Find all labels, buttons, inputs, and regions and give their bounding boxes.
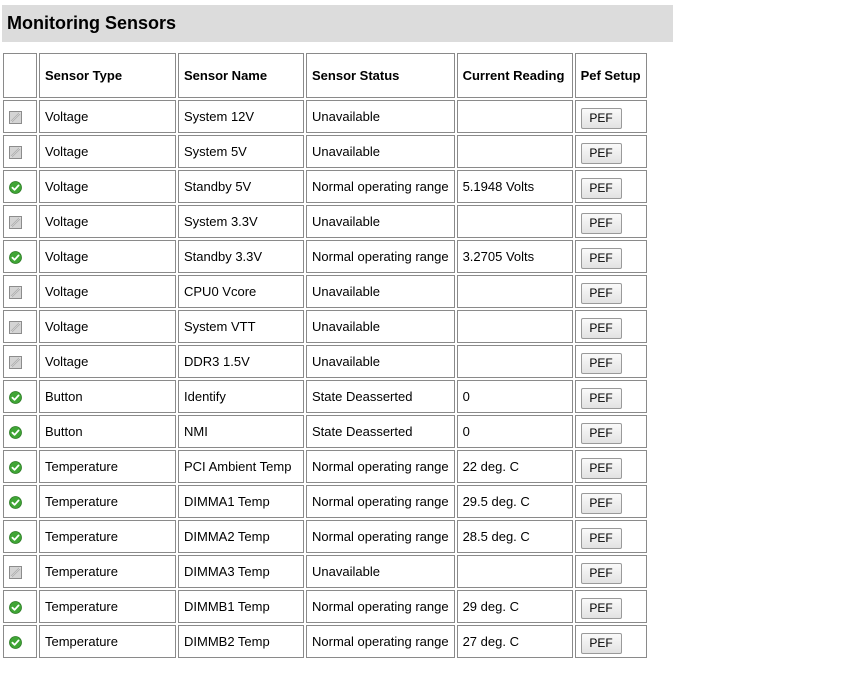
cell-current-reading: 3.2705 Volts (457, 240, 573, 273)
cell-pef-setup (575, 240, 647, 273)
table-row (3, 205, 647, 238)
cell-sensor-type: Voltage (39, 240, 176, 273)
cell-sensor-status: Normal operating range (306, 450, 455, 483)
status-icon-cell (3, 240, 37, 273)
status-icon-cell (3, 100, 37, 133)
cell-sensor-status: Unavailable (306, 100, 455, 133)
cell-sensor-type: Voltage (39, 345, 176, 378)
cell-sensor-status: Unavailable (306, 345, 455, 378)
cell-sensor-name: DIMMA3 Temp (178, 555, 304, 588)
cell-pef-setup (575, 205, 647, 238)
cell-sensor-status: State Deasserted (306, 380, 455, 413)
cell-sensor-type: Voltage (39, 170, 176, 203)
header-sensor-type: Sensor Type (39, 53, 176, 98)
cell-sensor-name: NMI (178, 415, 304, 448)
cell-sensor-name: DIMMA1 Temp (178, 485, 304, 518)
cell-sensor-type: Temperature (39, 555, 176, 588)
green-check-icon (9, 636, 22, 649)
table-header-row (3, 53, 647, 98)
cell-pef-setup (575, 520, 647, 553)
gray-square-icon (9, 216, 22, 229)
status-icon-cell (3, 275, 37, 308)
cell-pef-setup (575, 415, 647, 448)
cell-sensor-status: Normal operating range (306, 170, 455, 203)
cell-pef-setup (575, 590, 647, 623)
cell-pef-setup (575, 485, 647, 518)
cell-sensor-status: Unavailable (306, 275, 455, 308)
status-icon-cell (3, 310, 37, 343)
cell-sensor-name: System 3.3V (178, 205, 304, 238)
cell-sensor-status: Unavailable (306, 310, 455, 343)
status-icon-cell (3, 415, 37, 448)
status-icon-cell (3, 555, 37, 588)
cell-sensor-name: System VTT (178, 310, 304, 343)
cell-current-reading: 0 (457, 415, 573, 448)
table-row (3, 555, 647, 588)
gray-square-icon (9, 111, 22, 124)
pef-button[interactable]: PEF (581, 388, 622, 409)
cell-sensor-type: Voltage (39, 310, 176, 343)
table-row (3, 275, 647, 308)
pef-button[interactable]: PEF (581, 213, 622, 234)
cell-sensor-name: Identify (178, 380, 304, 413)
status-icon-cell (3, 380, 37, 413)
cell-sensor-name: System 12V (178, 100, 304, 133)
cell-current-reading (457, 100, 573, 133)
cell-current-reading (457, 135, 573, 168)
cell-sensor-name: DIMMB1 Temp (178, 590, 304, 623)
table-row (3, 310, 647, 343)
cell-pef-setup (575, 450, 647, 483)
cell-current-reading (457, 310, 573, 343)
green-check-icon (9, 391, 22, 404)
page-title-bar (2, 5, 673, 42)
cell-sensor-type: Voltage (39, 100, 176, 133)
table-row (3, 240, 647, 273)
table-row (3, 170, 647, 203)
status-icon-cell (3, 345, 37, 378)
pef-button[interactable]: PEF (581, 143, 622, 164)
cell-current-reading: 29 deg. C (457, 590, 573, 623)
header-pef-setup: Pef Setup (575, 53, 647, 98)
header-sensor-status: Sensor Status (306, 53, 455, 98)
cell-pef-setup (575, 170, 647, 203)
cell-pef-setup (575, 345, 647, 378)
sensor-rows (3, 100, 647, 658)
cell-sensor-status: Normal operating range (306, 520, 455, 553)
cell-sensor-name: PCI Ambient Temp (178, 450, 304, 483)
cell-sensor-status: Normal operating range (306, 485, 455, 518)
green-check-icon (9, 496, 22, 509)
table-row (3, 520, 647, 553)
cell-sensor-type: Temperature (39, 450, 176, 483)
table-row (3, 100, 647, 133)
cell-sensor-name: System 5V (178, 135, 304, 168)
cell-current-reading: 5.1948 Volts (457, 170, 573, 203)
cell-current-reading (457, 275, 573, 308)
cell-sensor-name: DIMMB2 Temp (178, 625, 304, 658)
cell-sensor-type: Temperature (39, 625, 176, 658)
cell-sensor-name: DIMMA2 Temp (178, 520, 304, 553)
pef-button[interactable]: PEF (581, 458, 622, 479)
green-check-icon (9, 181, 22, 194)
pef-button[interactable]: PEF (581, 248, 622, 269)
cell-sensor-status: Normal operating range (306, 240, 455, 273)
cell-current-reading (457, 205, 573, 238)
cell-sensor-name: Standby 3.3V (178, 240, 304, 273)
cell-current-reading: 29.5 deg. C (457, 485, 573, 518)
pef-button[interactable]: PEF (581, 563, 622, 584)
cell-sensor-name: DDR3 1.5V (178, 345, 304, 378)
gray-square-icon (9, 286, 22, 299)
cell-pef-setup (575, 625, 647, 658)
cell-sensor-type: Temperature (39, 590, 176, 623)
pef-button[interactable]: PEF (581, 633, 622, 654)
cell-sensor-status: Unavailable (306, 205, 455, 238)
cell-sensor-status: Unavailable (306, 135, 455, 168)
page-title: Monitoring Sensors (7, 13, 177, 33)
status-icon-cell (3, 590, 37, 623)
green-check-icon (9, 426, 22, 439)
sensors-table (1, 51, 649, 660)
cell-sensor-status: Normal operating range (306, 625, 455, 658)
cell-pef-setup (575, 310, 647, 343)
cell-pef-setup (575, 135, 647, 168)
header-current-reading: Current Reading (457, 53, 573, 98)
cell-sensor-type: Voltage (39, 275, 176, 308)
status-icon-cell (3, 485, 37, 518)
table-row (3, 380, 647, 413)
table-row (3, 415, 647, 448)
gray-square-icon (9, 356, 22, 369)
pef-button[interactable]: PEF (581, 108, 622, 129)
pef-button[interactable]: PEF (581, 283, 622, 304)
cell-sensor-status: State Deasserted (306, 415, 455, 448)
cell-current-reading: 27 deg. C (457, 625, 573, 658)
status-icon-cell (3, 170, 37, 203)
pef-button[interactable]: PEF (581, 353, 622, 374)
table-row (3, 345, 647, 378)
table-row (3, 450, 647, 483)
cell-current-reading: 28.5 deg. C (457, 520, 573, 553)
cell-sensor-status: Unavailable (306, 555, 455, 588)
cell-pef-setup (575, 555, 647, 588)
green-check-icon (9, 251, 22, 264)
header-icon (3, 53, 37, 98)
cell-current-reading (457, 555, 573, 588)
header-sensor-name: Sensor Name (178, 53, 304, 98)
cell-sensor-status: Normal operating range (306, 590, 455, 623)
cell-current-reading: 22 deg. C (457, 450, 573, 483)
status-icon-cell (3, 135, 37, 168)
cell-sensor-type: Voltage (39, 205, 176, 238)
pef-button[interactable]: PEF (581, 423, 622, 444)
pef-button[interactable]: PEF (581, 528, 622, 549)
pef-button[interactable]: PEF (581, 598, 622, 619)
gray-square-icon (9, 566, 22, 579)
pef-button[interactable]: PEF (581, 178, 622, 199)
cell-sensor-name: CPU0 Vcore (178, 275, 304, 308)
table-row (3, 135, 647, 168)
cell-sensor-type: Temperature (39, 520, 176, 553)
pef-button[interactable]: PEF (581, 493, 622, 514)
status-icon-cell (3, 625, 37, 658)
status-icon-cell (3, 450, 37, 483)
table-row (3, 625, 647, 658)
gray-square-icon (9, 146, 22, 159)
cell-sensor-type: Temperature (39, 485, 176, 518)
cell-pef-setup (575, 380, 647, 413)
cell-pef-setup (575, 275, 647, 308)
pef-button[interactable]: PEF (581, 318, 622, 339)
cell-sensor-type: Button (39, 415, 176, 448)
green-check-icon (9, 531, 22, 544)
table-row (3, 485, 647, 518)
table-row (3, 590, 647, 623)
cell-current-reading (457, 345, 573, 378)
cell-current-reading: 0 (457, 380, 573, 413)
green-check-icon (9, 601, 22, 614)
cell-sensor-name: Standby 5V (178, 170, 304, 203)
gray-square-icon (9, 321, 22, 334)
green-check-icon (9, 461, 22, 474)
cell-sensor-type: Voltage (39, 135, 176, 168)
cell-pef-setup (575, 100, 647, 133)
status-icon-cell (3, 205, 37, 238)
cell-sensor-type: Button (39, 380, 176, 413)
status-icon-cell (3, 520, 37, 553)
